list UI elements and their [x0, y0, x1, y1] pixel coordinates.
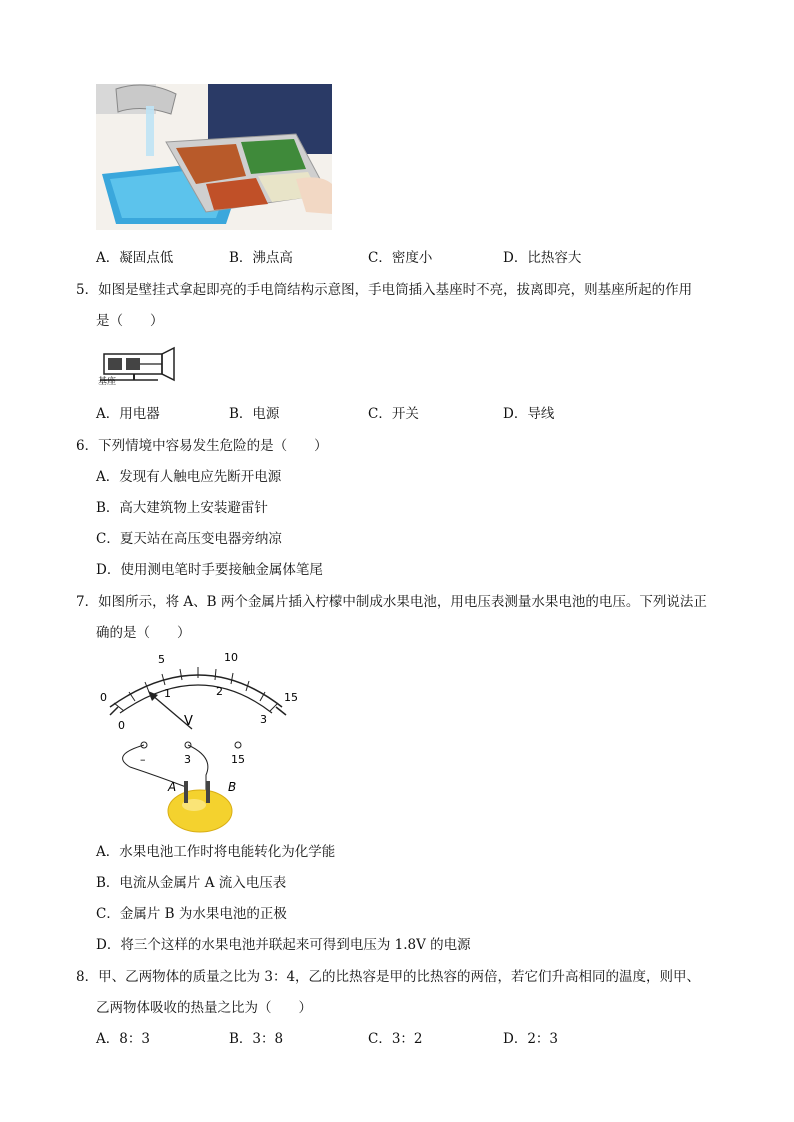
inner-scale-3: 3	[260, 713, 267, 726]
q6-option-c[interactable]: C．夏天站在高压变电器旁纳凉	[96, 531, 282, 547]
q8-option-d[interactable]: D．2：3	[503, 1031, 559, 1047]
lunchbox-water-photo	[96, 84, 332, 230]
q8-option-c[interactable]: C．3：2	[368, 1031, 423, 1047]
outer-scale-10: 10	[224, 651, 238, 664]
inner-scale-2: 2	[216, 685, 223, 698]
q5-stem-line1: 5．如图是壁挂式拿起即亮的手电筒结构示意图，手电筒插入基座时不亮，拔离即亮，则基座所起的作用	[76, 282, 693, 298]
terminal-negative: –	[140, 753, 146, 766]
q7-stem-line2: 确的是（ ）	[96, 625, 191, 641]
voltmeter-unit: V	[184, 714, 193, 729]
q6-option-d[interactable]: D．使用测电笔时手要接触金属体笔尾	[96, 562, 323, 578]
q7-option-a[interactable]: A．水果电池工作时将电能转化为化学能	[96, 844, 336, 860]
terminal-15: 15	[231, 753, 245, 766]
q5-option-d[interactable]: D．导线	[503, 406, 555, 422]
terminal-3: 3	[184, 753, 191, 766]
inner-scale-0: 0	[118, 719, 125, 732]
q6-option-b[interactable]: B．高大建筑物上安装避雷针	[96, 500, 268, 516]
plate-b-label: B	[228, 780, 237, 794]
q7-option-c[interactable]: C．金属片 B 为水果电池的正极	[96, 906, 287, 922]
inner-scale-1: 1	[164, 687, 171, 700]
q5-stem-line2: 是（ ）	[96, 313, 164, 329]
q4-option-d[interactable]: D．比热容大	[503, 250, 582, 266]
base-label: 基座	[98, 377, 117, 387]
voltmeter-lemon-diagram	[90, 645, 310, 835]
q4-option-b[interactable]: B．沸点高	[229, 250, 293, 266]
q6-stem: 6．下列情境中容易发生危险的是（ ）	[76, 438, 328, 454]
plate-a-label: A	[168, 780, 177, 794]
q7-option-d[interactable]: D．将三个这样的水果电池并联起来可得到电压为 1.8V 的电源	[96, 937, 471, 953]
flashlight-diagram	[98, 346, 180, 390]
outer-scale-5: 5	[158, 653, 165, 666]
q4-option-a[interactable]: A．凝固点低	[96, 250, 174, 266]
q4-option-c[interactable]: C．密度小	[368, 250, 433, 266]
q6-option-a[interactable]: A．发现有人触电应先断开电源	[96, 469, 282, 485]
q5-option-a[interactable]: A．用电器	[96, 406, 160, 422]
outer-scale-0: 0	[100, 691, 107, 704]
q8-option-b[interactable]: B．3：8	[229, 1031, 284, 1047]
q8-stem-line1: 8．甲、乙两物体的质量之比为 3：4，乙的比热容是甲的比热容的两倍，若它们升高相同的温度，则甲、	[76, 969, 701, 985]
q7-stem-line1: 7．如图所示，将 A、B 两个金属片插入柠檬中制成水果电池，用电压表测量水果电池的电压。下列说法正	[76, 594, 707, 610]
q5-option-b[interactable]: B．电源	[229, 406, 280, 422]
q8-stem-line2: 乙两物体吸收的热量之比为（ ）	[96, 1000, 312, 1016]
q5-option-c[interactable]: C．开关	[368, 406, 419, 422]
q8-option-a[interactable]: A．8：3	[96, 1031, 150, 1047]
voltmeter-lemon-svg	[90, 645, 310, 835]
q7-option-b[interactable]: B．电流从金属片 A 流入电压表	[96, 875, 287, 891]
outer-scale-15: 15	[284, 691, 298, 704]
